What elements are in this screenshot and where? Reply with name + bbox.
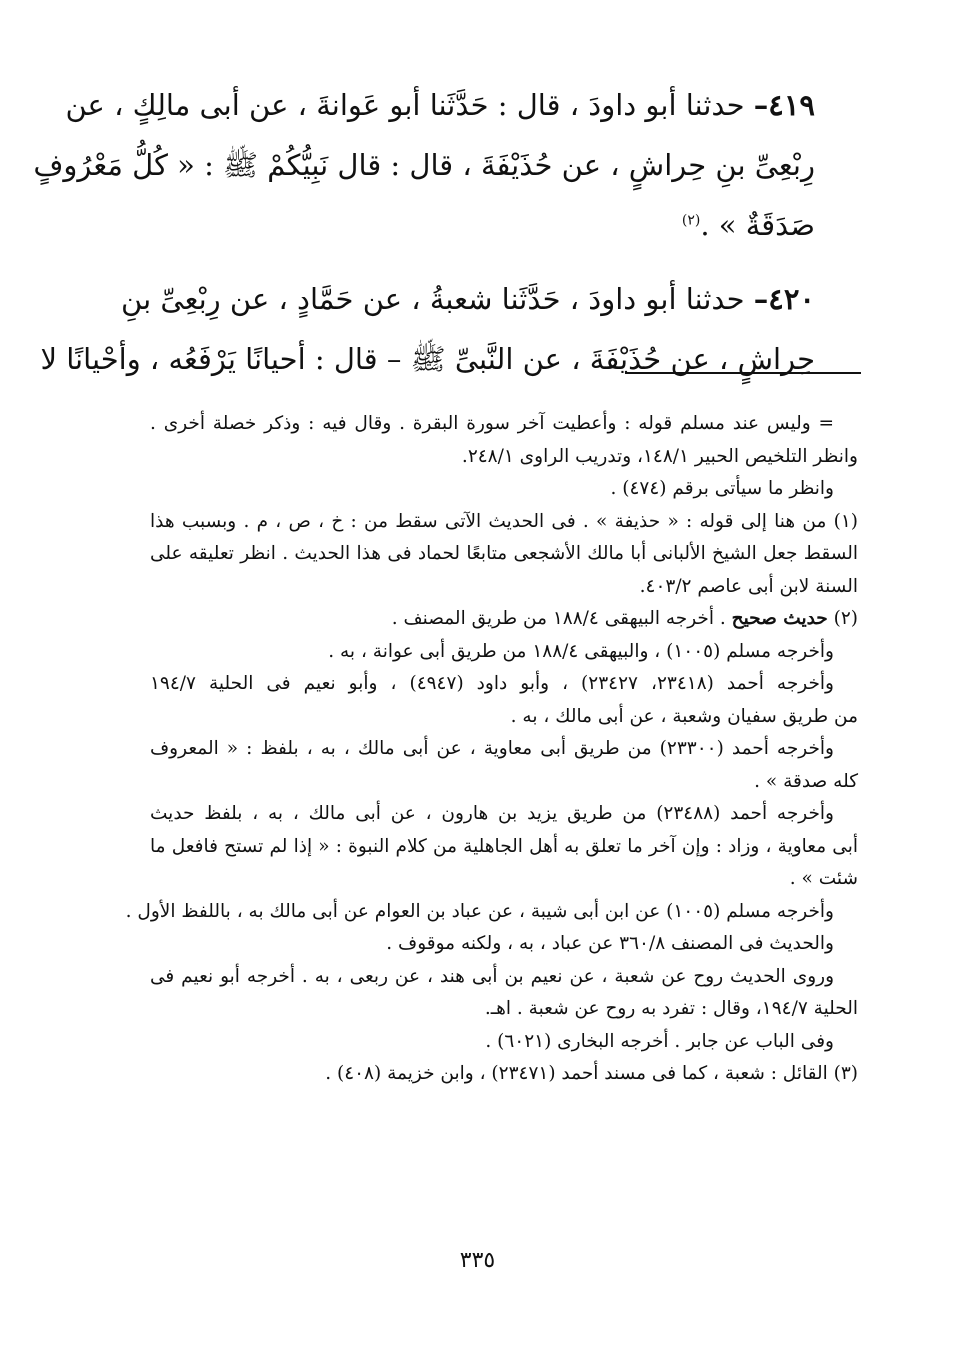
footnote-line: وانظر التلخيص الحبير ١٤٨/١، وتدريب الراوى ٢٤٨/١.: [461, 445, 858, 467]
footnote-1-line: (١) من هنا إلى قوله : « حذيفة » . فى الحديث الآتى سقط من : خ ، ص ، م . وبسبب هذا: [150, 510, 858, 532]
hadith-line: حِراشٍ ، عن حُذَيْفَةَ ، عن النَّبىِّ ﷺ – قال : أحيانًا يَرْفَعُه ، وأحْيانًا لا: [40, 342, 815, 376]
footnote-2-line: شئت » .: [789, 868, 858, 889]
footnote-marker: (٢): [681, 212, 701, 229]
footnote-3-line: (٣) القائل : شعبة ، كما فى مسند أحمد (٢٣٤٧١) ، وابن خزيمة (٤٠٨) .: [325, 1063, 858, 1084]
footnote-2-line: كله صدقة » .: [754, 770, 858, 792]
footnote-line: = وليس عند مسلم قوله : وأعطيت آخر سورة البقرة . وقال فيه : وذكر خصلة أخرى .: [150, 413, 834, 434]
page-number: ٣٣٥: [459, 1248, 496, 1273]
hadith-number: ٤١٩–: [753, 88, 815, 122]
hadith-419-line-1: ٤١٩– حدثنا أبو داودَ ، قال : حَدَّثَنا أبو عَوانةَ ، عن أبى مالِكٍ ، عن: [65, 88, 815, 122]
footnote-2-line: وأخرجه مسلم (١٠٠٥) عن ابن أبى شيبة ، عن عباد بن العوام عن أبى مالك به ، باللفظ الأول .: [125, 900, 834, 922]
hadith-420-line-1: ٤٢٠– حدثنا أبو داودَ ، حَدَّثَنا شعبةُ ، عن حَمَّادٍ ، عن رِبْعِىِّ بنِ: [121, 282, 815, 316]
hadith-419-line-3: [150, 198, 815, 252]
footnote-2-line: وأخرجه مسلم (١٠٠٥) ، والبيهقى ١٨٨/٤ من طريق أبى عوانة ، به .: [328, 640, 834, 662]
footnote-2-line: وأخرجه أحمد (٢٣٤١٨، ٢٣٤٢٧) ، وأبو داود (٤٩٤٧) ، وأبو نعيم فى الحلية ١٩٤/٧: [150, 673, 834, 694]
grading-label: حديث صحيح: [731, 608, 828, 629]
hadith-line: رِبْعِىِّ بنِ حِراشٍ ، عن حُذَيْفَةَ ، قال : قال نَبِيُّكُمْ ﷺ : « كُلُّ مَعْرُوفٍ: [33, 148, 815, 182]
footnote-2-line: وأخرجه أحمد (٢٣٣٠٠) من طريق أبى معاوية ، عن أبى مالك ، به ، بلفظ : « المعروف: [150, 738, 834, 759]
footnote-1-line: السنة لابن أبى عاصم ٤٠٣/٢.: [639, 575, 858, 597]
footnote-line: وانظر ما سيأتى برقم (٤٧٤) .: [610, 478, 834, 499]
hadith-419-line-2: [33, 138, 815, 192]
hadith-line: صَدَقَةٌ » .: [700, 208, 815, 242]
hadith-420-line-2: [40, 332, 815, 386]
footnotes: [125, 408, 858, 1091]
footnote-2-line: أبى معاوية ، وزاد : وإن آخر ما تعلق به أهل الجاهلية من كلام النبوة : « إذا لم تستح فافعل ما: [150, 835, 858, 857]
footnote-2-line: وروى الحديث روح عن شعبة ، عن نعيم بن أبى هند ، عن ربعى ، به . أخرجه أبو نعيم فى: [150, 965, 834, 987]
footnote-2-line: وفى الباب عن جابر . أخرجه البخارى (٦٠٢١) .: [485, 1030, 834, 1052]
footnote-2-line: الحلية ١٩٤/٧، وقال : تفرد به روح عن شعبة . اهـ.: [484, 998, 858, 1019]
hadith-number: ٤٢٠–: [753, 282, 815, 316]
footnote-2-line: (٢) حديث صحيح . أخرجه البيهقى ١٨٨/٤ من طريق المصنف .: [391, 608, 858, 629]
hadith-text: [33, 78, 815, 392]
footnote-2-line: وأخرجه أحمد (٢٣٤٨٨) من طريق يزيد بن هارون ، عن أبى مالك ، به ، بلفظ حديث: [150, 803, 834, 824]
footnote-separator: [625, 372, 861, 374]
footnote-2-line: والحديث فى المصنف ٣٦٠/٨ عن عباد ، به ، ولكنه موقوف .: [386, 933, 834, 954]
footnote-1-line: السقط جعل الشيخ الألبانى أبا مالك الأشجعى متابعًا لحماد فى هذا الحديث . انظر تعليقه على: [150, 543, 858, 564]
footnote-2-line: من طريق سفيان وشعبة ، عن أبى مالك ، به .: [510, 705, 858, 727]
